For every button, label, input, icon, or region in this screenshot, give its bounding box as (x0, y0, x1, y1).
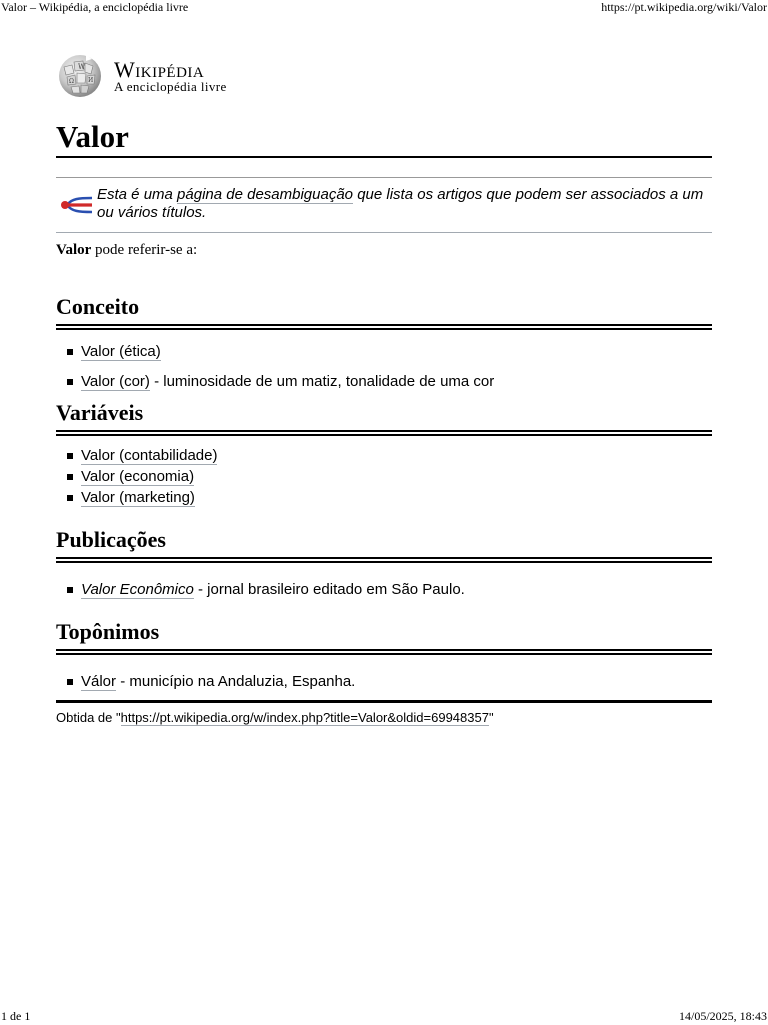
list-item (56, 341, 712, 362)
retrieved-link[interactable]: https://pt.wikipedia.org/w/index.php?title=Valor&oldid=69948357 (120, 710, 489, 725)
disambiguation-notice (56, 177, 712, 233)
section-heading-conceito: Conceito (56, 293, 712, 330)
svg-text:Ω: Ω (69, 78, 74, 85)
print-header (0, 0, 768, 16)
print-header-url: https://pt.wikipedia.org/wiki/Valor (601, 0, 767, 14)
intro-paragraph (56, 242, 712, 259)
item-description: - luminosidade de um matiz, tonalidade de uma cor (149, 373, 495, 390)
logo-wordmark: Wikipédia (114, 57, 205, 82)
item-link[interactable]: Válor (81, 673, 117, 690)
list-item (56, 671, 712, 692)
site-logo[interactable] (56, 52, 712, 100)
retrieved-prefix: Obtida de " (56, 710, 121, 725)
item-link[interactable]: Valor (cor) (81, 373, 150, 390)
intro-text: pode referir-se a: (91, 242, 198, 258)
disambiguation-text (97, 186, 707, 222)
list-item (56, 579, 712, 600)
disambiguation-suffix: que lista os artigos que podem ser associados a um ou vários títulos. (97, 186, 704, 221)
disambiguation-prefix: Esta é uma (97, 186, 178, 203)
disambiguation-icon (58, 194, 94, 216)
print-footer (0, 1009, 768, 1025)
footer-divider (56, 700, 712, 703)
section-heading-variaveis: Variáveis (56, 399, 712, 436)
retrieved-from (56, 709, 712, 727)
item-link[interactable]: Valor Econômico (81, 581, 194, 598)
svg-text:W: W (78, 63, 86, 71)
list-item (56, 466, 712, 487)
section-list-publicacoes (56, 579, 712, 600)
intro-term: Valor (56, 242, 92, 258)
list-item (56, 445, 712, 466)
print-footer-page: 1 de 1 (1, 1009, 31, 1023)
section-list-toponimos (56, 671, 712, 692)
item-link[interactable]: Valor (contabilidade) (81, 447, 218, 464)
item-description: - jornal brasileiro editado em São Paulo. (193, 581, 465, 598)
section-list-variaveis (56, 445, 712, 508)
print-footer-datetime: 14/05/2025, 18:43 (678, 1009, 767, 1023)
wikipedia-globe-icon (56, 53, 104, 99)
item-description: - município na Andaluzia, Espanha. (116, 673, 356, 690)
svg-text:И: И (88, 77, 94, 84)
print-header-title: Valor – Wikipédia, a enciclopédia livre (1, 0, 189, 14)
list-item (56, 371, 712, 392)
section-heading-toponimos: Topônimos (56, 618, 712, 655)
page-title: Valor (56, 119, 712, 158)
item-link[interactable]: Valor (marketing) (81, 489, 195, 506)
item-link[interactable]: Valor (economia) (81, 468, 195, 485)
logo-tagline: A enciclopédia livre (114, 79, 227, 94)
retrieved-suffix: " (488, 710, 494, 725)
section-heading-publicacoes: Publicações (56, 526, 712, 563)
disambiguation-link[interactable]: página de desambiguação (177, 186, 354, 203)
article-page (56, 52, 712, 727)
list-item (56, 487, 712, 508)
item-link[interactable]: Valor (ética) (81, 343, 161, 360)
section-list-conceito (56, 341, 712, 392)
